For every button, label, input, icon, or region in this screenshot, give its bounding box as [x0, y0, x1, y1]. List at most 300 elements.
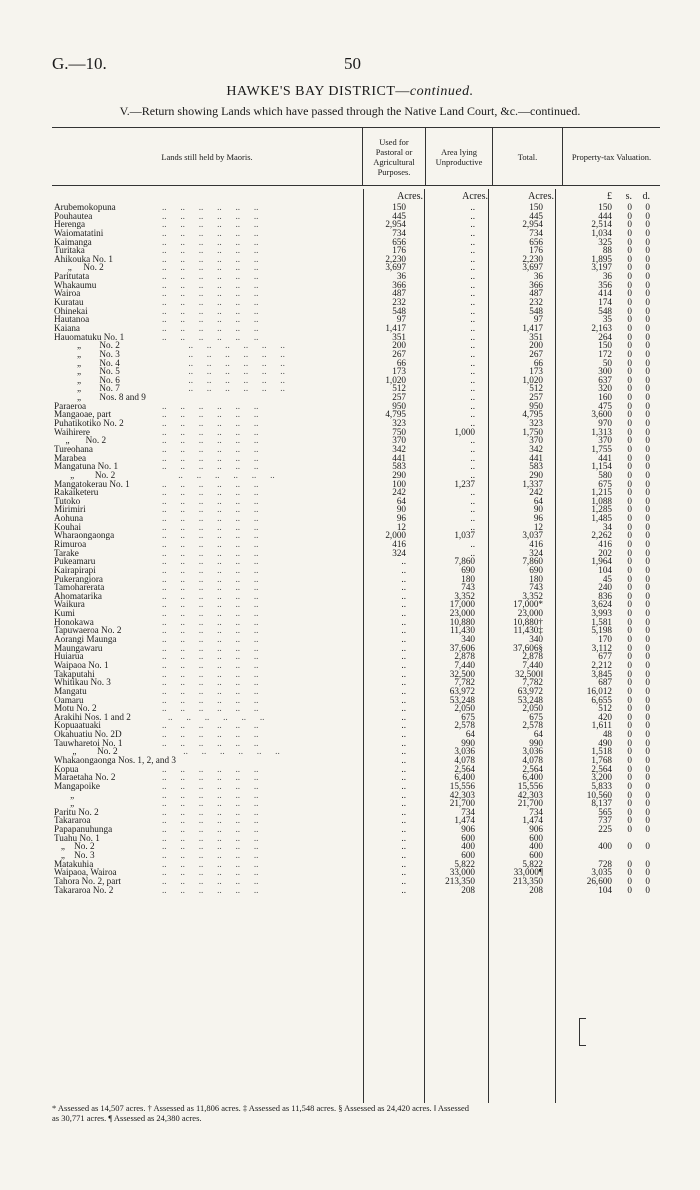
land-name: Mangatu — [54, 685, 87, 696]
pastoral-acres: .. — [401, 685, 406, 696]
valuation-shillings: 0 — [627, 253, 632, 264]
valuation-pounds: 3,200 — [591, 772, 612, 783]
valuation-shillings: 0 — [627, 331, 632, 342]
table-row — [52, 756, 660, 765]
pastoral-acres: 750 — [392, 426, 406, 437]
total-acres: 36 — [533, 271, 543, 282]
unproductive-acres: .. — [470, 435, 475, 446]
valuation-shillings: 0 — [627, 685, 632, 696]
valuation-pounds: 104 — [598, 564, 612, 575]
valuation-pounds: 240 — [598, 582, 612, 593]
valuation-pounds: 3,624 — [591, 599, 612, 610]
unproductive-acres: .. — [470, 253, 475, 264]
total-acres: 21,700 — [517, 798, 543, 809]
valuation-pence: 0 — [645, 253, 650, 264]
leader-dots: .. .. .. .. .. .. — [162, 419, 259, 429]
valuation-pounds: 300 — [598, 366, 612, 377]
unproductive-acres: 7,440 — [454, 659, 475, 670]
valuation-shillings: 0 — [627, 582, 632, 593]
total-acres: 150 — [529, 202, 543, 212]
table-row — [52, 842, 660, 851]
pastoral-acres: .. — [401, 625, 406, 636]
valuation-shillings: 0 — [627, 616, 632, 627]
unproductive-acres: .. — [470, 279, 475, 290]
total-acres: 15,556 — [517, 780, 543, 791]
table-row — [52, 341, 660, 350]
land-name: Marabea — [54, 452, 87, 463]
land-name: Matakuhia — [54, 858, 94, 869]
unproductive-acres: 2,878 — [454, 651, 475, 662]
valuation-pounds: 10,560 — [586, 789, 612, 800]
pastoral-acres: 512 — [392, 383, 406, 394]
unproductive-acres: .. — [470, 383, 475, 394]
valuation-shillings: 0 — [627, 737, 632, 748]
unproductive-acres: .. — [470, 271, 475, 282]
valuation-shillings: 0 — [627, 746, 632, 757]
leader-dots: .. .. .. .. .. .. — [162, 626, 259, 636]
valuation-pence: 0 — [645, 616, 650, 627]
total-acres: 441 — [529, 452, 543, 463]
land-name: Tutoko — [54, 495, 81, 506]
valuation-pence: 0 — [645, 651, 650, 662]
land-name: Paraeroa — [54, 400, 87, 411]
valuation-shillings: 0 — [627, 772, 632, 783]
land-name: Mangapoike — [54, 780, 100, 791]
total-acres: 600 — [529, 832, 543, 843]
unit-pounds: £ — [607, 191, 612, 202]
unproductive-acres: 2,050 — [454, 703, 475, 714]
land-name: Tahora No. 2, part — [54, 875, 121, 886]
unproductive-acres: 2,578 — [454, 720, 475, 731]
total-acres: 11,430‡ — [513, 625, 543, 636]
valuation-shillings: 0 — [627, 392, 632, 403]
pastoral-acres: .. — [401, 780, 406, 791]
total-acres: 32,500‖ — [515, 668, 543, 679]
leader-dots: .. .. .. .. .. .. — [162, 263, 259, 273]
total-acres: 53,248 — [517, 694, 543, 705]
total-acres: 242 — [529, 487, 543, 498]
valuation-pounds: 26,600 — [586, 875, 612, 886]
unit-shillings: s. — [625, 191, 632, 202]
valuation-pence: 0 — [645, 815, 650, 826]
table-row — [52, 816, 660, 825]
table-row — [52, 739, 660, 748]
table-row — [52, 644, 660, 653]
valuation-shillings: 0 — [627, 418, 632, 429]
pastoral-acres: .. — [401, 642, 406, 653]
land-name: Waihirere — [54, 426, 90, 437]
table-row — [52, 851, 660, 860]
valuation-pounds: 356 — [598, 279, 612, 290]
valuation-shillings: 0 — [627, 305, 632, 316]
valuation-shillings: 0 — [627, 495, 632, 506]
valuation-pence: 0 — [645, 582, 650, 593]
table-row — [52, 799, 660, 808]
leader-dots: .. .. .. .. .. .. — [162, 228, 259, 238]
valuation-shillings: 0 — [627, 435, 632, 446]
land-name: Arakihi Nos. 1 and 2 — [54, 711, 131, 722]
table-row — [52, 670, 660, 679]
leader-dots: .. .. .. .. .. .. — [162, 885, 259, 895]
pastoral-acres: 548 — [392, 305, 406, 316]
leader-dots: .. .. .. .. .. .. — [178, 470, 275, 480]
valuation-pounds: 1,518 — [591, 746, 612, 757]
unproductive-acres: 7,782 — [454, 677, 475, 688]
pastoral-acres: 4,795 — [385, 409, 406, 420]
valuation-pounds: 34 — [602, 521, 612, 532]
total-acres: 42,303 — [517, 789, 543, 800]
valuation-pence: 0 — [645, 245, 650, 256]
leader-dots: .. .. .. .. .. .. — [162, 833, 259, 843]
valuation-pounds: 490 — [598, 737, 612, 748]
pastoral-acres: 2,230 — [385, 253, 406, 264]
valuation-pence: 0 — [645, 564, 650, 575]
valuation-shillings: 0 — [627, 279, 632, 290]
valuation-pence: 0 — [645, 271, 650, 282]
land-name: Paritu No. 2 — [54, 806, 99, 817]
unproductive-acres: 400 — [461, 841, 475, 852]
table-row — [52, 315, 660, 324]
table-row — [52, 246, 660, 255]
valuation-pence: 0 — [645, 452, 650, 463]
valuation-pounds: 104 — [598, 884, 612, 895]
land-name: Huiarua — [54, 651, 84, 662]
unproductive-acres: 4,078 — [454, 755, 475, 765]
land-name: Ahikouka No. 1 — [54, 253, 113, 264]
leader-dots: .. .. .. .. .. .. — [162, 539, 259, 549]
total-acres: 4,078 — [522, 755, 543, 765]
valuation-pence: 0 — [645, 547, 650, 558]
land-name: Mangatuna No. 1 — [54, 461, 119, 472]
valuation-shillings: 0 — [627, 219, 632, 230]
pastoral-acres: 342 — [392, 443, 406, 454]
unproductive-acres: 2,564 — [454, 763, 475, 774]
table-row — [52, 514, 660, 523]
leader-dots: .. .. .. .. .. .. — [188, 349, 285, 359]
land-name: Kaiana — [54, 322, 81, 333]
table-row — [52, 229, 660, 238]
total-acres: 66 — [533, 357, 543, 368]
valuation-pounds: 45 — [602, 573, 612, 584]
valuation-shillings: 0 — [627, 340, 632, 351]
land-name: Takararoa No. 2 — [54, 884, 114, 895]
valuation-pounds: 687 — [598, 677, 612, 688]
unproductive-acres: .. — [470, 418, 475, 429]
table-row — [52, 471, 660, 480]
valuation-pounds: 16,012 — [586, 685, 612, 696]
valuation-shillings: 0 — [627, 262, 632, 273]
valuation-pounds: 36 — [602, 271, 612, 282]
valuation-shillings: 0 — [627, 409, 632, 420]
total-acres: 512 — [529, 383, 543, 394]
valuation-pence: 0 — [645, 227, 650, 238]
valuation-pence: 0 — [645, 530, 650, 541]
valuation-pounds: 170 — [598, 634, 612, 645]
pastoral-acres: 3,697 — [385, 262, 406, 273]
unproductive-acres: 10,880 — [449, 616, 475, 627]
land-name: „ No. 7 — [54, 383, 120, 394]
total-acres: 1,474 — [522, 815, 543, 826]
valuation-pence: 0 — [645, 746, 650, 757]
leader-dots: .. .. .. .. .. .. — [162, 738, 259, 748]
table-row — [52, 324, 660, 333]
leader-dots: .. .. .. .. .. .. — [162, 643, 259, 653]
pastoral-acres: 351 — [392, 331, 406, 342]
table-row — [52, 367, 660, 376]
total-acres: 366 — [529, 279, 543, 290]
table-row — [52, 635, 660, 644]
leader-dots: .. .. .. .. .. .. — [162, 816, 259, 826]
table-row — [52, 696, 660, 705]
pastoral-acres: 90 — [396, 504, 406, 515]
unproductive-acres: 1,000 — [454, 426, 475, 437]
table-row — [52, 834, 660, 843]
valuation-pence: 0 — [645, 858, 650, 869]
land-name: Honokawa — [54, 616, 94, 627]
land-name: Waikura — [54, 599, 85, 610]
land-name: „ No. 2 — [54, 340, 120, 351]
valuation-shillings: 0 — [627, 884, 632, 895]
land-name: Wairoa — [54, 288, 81, 299]
land-name: Whakaumu — [54, 279, 97, 290]
table-row — [52, 220, 660, 229]
pastoral-acres: 36 — [396, 271, 406, 282]
valuation-pence: 0 — [645, 608, 650, 619]
total-acres: 990 — [529, 737, 543, 748]
total-acres: 23,000 — [517, 608, 543, 619]
valuation-shillings: 0 — [627, 478, 632, 489]
pastoral-acres: 1,417 — [385, 322, 406, 333]
total-acres: 351 — [529, 331, 543, 342]
leader-dots: .. .. .. .. .. .. — [162, 859, 259, 869]
table-row — [52, 687, 660, 696]
valuation-shillings: 0 — [627, 227, 632, 238]
valuation-shillings: 0 — [627, 487, 632, 498]
valuation-pence: 0 — [645, 461, 650, 472]
pastoral-acres: 267 — [392, 348, 406, 359]
land-name: Pukeamaru — [54, 556, 96, 567]
leader-dots: .. .. .. .. .. .. — [162, 807, 259, 817]
unproductive-acres: .. — [470, 547, 475, 558]
valuation-pence: 0 — [645, 720, 650, 731]
valuation-shillings: 0 — [627, 858, 632, 869]
valuation-pence: 0 — [645, 418, 650, 429]
valuation-pounds: 444 — [598, 210, 612, 221]
table-row — [52, 860, 660, 869]
leader-dots: .. .. .. .. .. .. — [183, 747, 280, 757]
total-acres: 1,020 — [522, 374, 543, 385]
valuation-pence: 0 — [645, 409, 650, 420]
valuation-pounds: 580 — [598, 469, 612, 480]
valuation-shillings: 0 — [627, 504, 632, 515]
total-acres: 257 — [529, 392, 543, 403]
leader-dots: .. .. .. .. .. .. — [188, 358, 285, 368]
table-row — [52, 376, 660, 385]
leader-dots: .. .. .. .. .. .. — [162, 306, 259, 316]
valuation-shillings: 0 — [627, 590, 632, 601]
valuation-pounds: 400 — [598, 841, 612, 852]
land-name: Aohuna — [54, 513, 84, 524]
valuation-pounds: 2,514 — [591, 219, 612, 230]
valuation-pence: 0 — [645, 288, 650, 299]
total-acres: 267 — [529, 348, 543, 359]
valuation-shillings: 0 — [627, 659, 632, 670]
leader-dots: .. .. .. .. .. .. — [162, 444, 259, 454]
total-acres: 416 — [529, 538, 543, 549]
valuation-shillings: 0 — [627, 867, 632, 878]
table-row — [52, 307, 660, 316]
land-name: Aorangi Maunga — [54, 634, 117, 645]
valuation-pence: 0 — [645, 538, 650, 549]
valuation-shillings: 0 — [627, 694, 632, 705]
land-name: Kopuaatuaki — [54, 720, 101, 731]
leader-dots: .. .. .. .. .. .. — [162, 479, 259, 489]
pastoral-acres: 583 — [392, 461, 406, 472]
valuation-pounds: 150 — [598, 202, 612, 212]
leader-dots: .. .. .. .. .. .. — [162, 669, 259, 679]
pastoral-acres: .. — [401, 755, 406, 765]
land-name: Herenga — [54, 219, 86, 230]
valuation-pence: 0 — [645, 262, 650, 273]
land-name: Rakaiketeru — [54, 487, 99, 498]
valuation-pounds: 2,262 — [591, 530, 612, 541]
total-acres: 12 — [533, 521, 543, 532]
total-acres: 2,878 — [522, 651, 543, 662]
total-acres: 180 — [529, 573, 543, 584]
unproductive-acres: .. — [470, 262, 475, 273]
table-row — [52, 575, 660, 584]
total-acres: 33,000¶ — [513, 867, 543, 878]
valuation-pounds: 6,655 — [591, 694, 612, 705]
table-row — [52, 704, 660, 713]
leader-dots: .. .. .. .. .. .. — [162, 695, 259, 705]
unproductive-acres: .. — [470, 521, 475, 532]
total-acres: 1,750 — [522, 426, 543, 437]
unproductive-acres: 15,556 — [449, 780, 475, 791]
table-row — [52, 359, 660, 368]
valuation-pounds: 264 — [598, 331, 612, 342]
total-acres: 5,822 — [522, 858, 543, 869]
total-acres: 290 — [529, 469, 543, 480]
total-acres: 90 — [533, 504, 543, 515]
valuation-shillings: 0 — [627, 720, 632, 731]
valuation-pounds: 728 — [598, 858, 612, 869]
total-acres: 7,860 — [522, 556, 543, 567]
leader-dots: .. .. .. .. .. .. — [162, 591, 259, 601]
pastoral-acres: 324 — [392, 547, 406, 558]
valuation-pence: 0 — [645, 236, 650, 247]
land-name: Kumi — [54, 608, 75, 619]
unproductive-acres: 690 — [461, 564, 475, 575]
table-row — [52, 523, 660, 532]
unproductive-acres: .. — [470, 322, 475, 333]
unproductive-acres: .. — [470, 392, 475, 403]
valuation-shillings: 0 — [627, 288, 632, 299]
valuation-pounds: 1,215 — [591, 487, 612, 498]
pastoral-acres: .. — [401, 634, 406, 645]
pastoral-acres: .. — [401, 798, 406, 809]
valuation-shillings: 0 — [627, 677, 632, 688]
total-acres: 232 — [529, 297, 543, 308]
valuation-pounds: 1,755 — [591, 443, 612, 454]
table-row — [52, 531, 660, 540]
land-name: Wharaongaonga — [54, 530, 115, 541]
valuation-pounds: 637 — [598, 374, 612, 385]
valuation-shillings: 0 — [627, 461, 632, 472]
land-name: „ No. 6 — [54, 374, 120, 385]
leader-dots: .. .. .. .. .. .. — [162, 583, 259, 593]
table-row — [52, 428, 660, 437]
pastoral-acres: .. — [401, 677, 406, 688]
table-header — [52, 127, 660, 186]
leader-dots: .. .. .. .. .. .. — [162, 799, 259, 809]
total-acres: 3,697 — [522, 262, 543, 273]
total-acres: 2,578 — [522, 720, 543, 731]
unproductive-acres: 340 — [461, 634, 475, 645]
land-name: Turitaka — [54, 245, 85, 256]
valuation-shillings: 0 — [627, 469, 632, 480]
table-row — [52, 436, 660, 445]
valuation-pounds: 225 — [598, 824, 612, 835]
leader-dots: .. .. .. .. .. .. — [162, 298, 259, 308]
valuation-shillings: 0 — [627, 202, 632, 212]
leader-dots: .. .. .. .. .. .. — [162, 280, 259, 290]
table-row — [52, 877, 660, 886]
unproductive-acres: .. — [470, 504, 475, 515]
unproductive-acres: 990 — [461, 737, 475, 748]
total-acres: 445 — [529, 210, 543, 221]
pastoral-acres: 370 — [392, 435, 406, 446]
valuation-pence: 0 — [645, 642, 650, 653]
total-acres: 37,606§ — [513, 642, 543, 653]
total-acres: 2,564 — [522, 763, 543, 774]
table-row — [52, 886, 660, 895]
table-row — [52, 497, 660, 506]
table-row — [52, 592, 660, 601]
valuation-shillings: 0 — [627, 383, 632, 394]
table-row — [52, 505, 660, 514]
pastoral-acres: 487 — [392, 288, 406, 299]
pastoral-acres: 97 — [396, 314, 406, 325]
land-name: „ No. 2 — [54, 841, 95, 852]
total-acres: 656 — [529, 236, 543, 247]
valuation-pence: 0 — [645, 737, 650, 748]
valuation-pence: 0 — [645, 305, 650, 316]
valuation-pence: 0 — [645, 495, 650, 506]
valuation-shillings: 0 — [627, 703, 632, 714]
valuation-pounds: 320 — [598, 383, 612, 394]
valuation-pounds: 88 — [602, 245, 612, 256]
unit-acres-col3: Acres. — [528, 191, 554, 202]
pastoral-acres: .. — [401, 875, 406, 886]
land-name: Whakaongaonga Nos. 1, 2, and 3 — [54, 755, 176, 765]
leader-dots: .. .. .. .. .. .. — [162, 496, 259, 506]
land-name: Kouhai — [54, 521, 82, 532]
valuation-pence: 0 — [645, 392, 650, 403]
land-name: Kuratau — [54, 297, 84, 308]
valuation-pence: 0 — [645, 297, 650, 308]
table-row — [52, 721, 660, 730]
unproductive-acres: 1,237 — [454, 478, 475, 489]
unproductive-acres: 11,430 — [450, 625, 475, 636]
total-acres: 7,440 — [522, 659, 543, 670]
pastoral-acres: .. — [401, 789, 406, 800]
pastoral-acres: 416 — [392, 538, 406, 549]
total-acres: 1,417 — [522, 322, 543, 333]
valuation-pounds: 3,845 — [591, 668, 612, 679]
valuation-pounds: 325 — [598, 236, 612, 247]
pastoral-acres: 445 — [392, 210, 406, 221]
